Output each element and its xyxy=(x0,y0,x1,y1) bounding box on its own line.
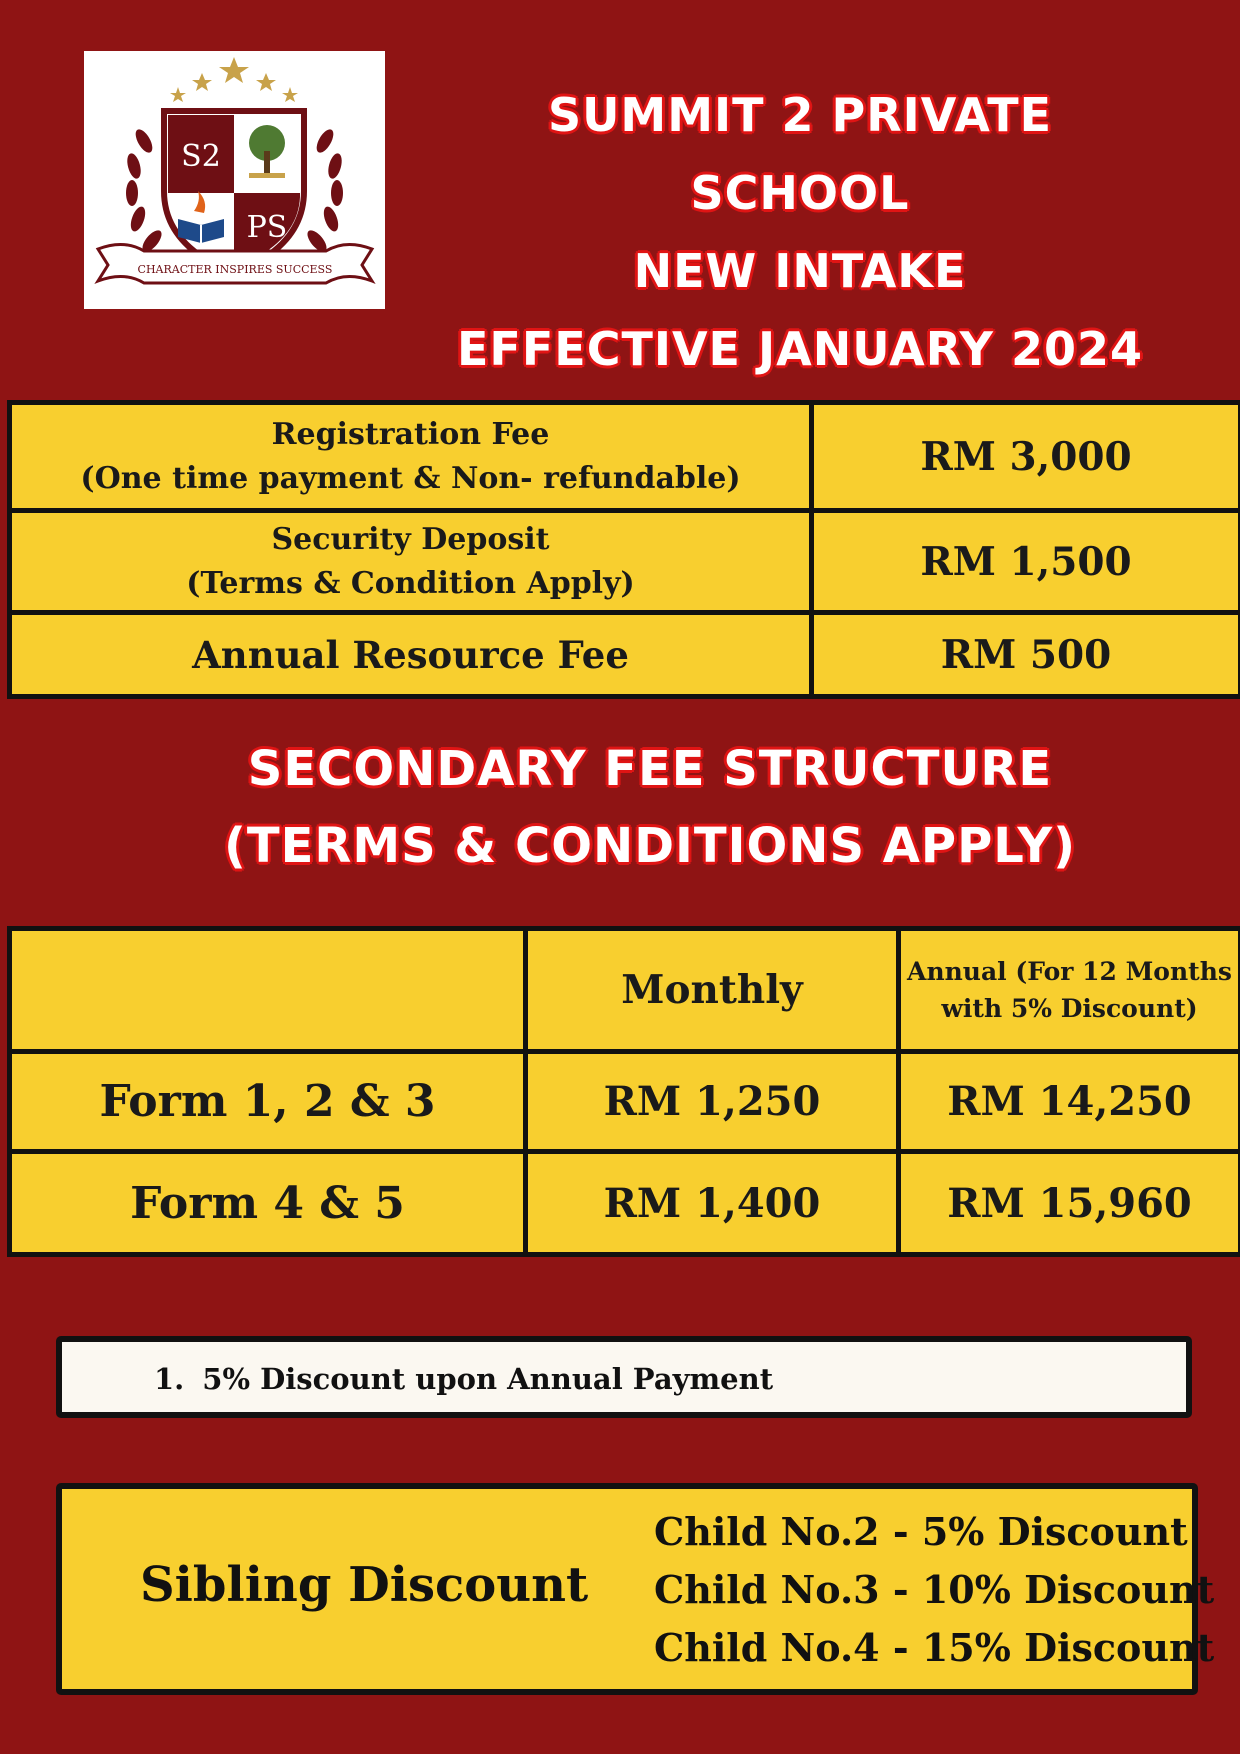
table-row xyxy=(10,613,1240,697)
title-line-school: SUMMIT 2 PRIVATE SCHOOL xyxy=(547,88,1053,220)
fee-label: Annual Resource Fee xyxy=(10,613,812,697)
table-header-row xyxy=(10,929,1240,1052)
note-text: 5% Discount upon Annual Payment xyxy=(202,1362,774,1396)
section-heading-line2: (TERMS & CONDITIONS APPLY) xyxy=(223,818,1077,874)
monogram-ps: PS xyxy=(246,210,288,245)
sibling-discount-title: Sibling Discount xyxy=(140,1557,589,1613)
table-row xyxy=(10,511,1240,613)
annual-fee: RM 14,250 xyxy=(899,1052,1240,1152)
fee-amount: RM 3,000 xyxy=(812,403,1240,511)
school-crest-icon xyxy=(84,51,385,309)
monthly-fee: RM 1,400 xyxy=(526,1152,899,1255)
fee-label-line2: (Terms & Condition Apply) xyxy=(186,565,635,601)
fee-amount: RM 500 xyxy=(812,613,1240,697)
one-time-fees-table xyxy=(7,400,1240,699)
header-annual-line2: with 5% Discount) xyxy=(941,994,1198,1023)
fee-label-line2: (One time payment & Non- refundable) xyxy=(80,460,741,496)
header-blank-cell xyxy=(10,929,526,1052)
form-level: Form 1, 2 & 3 xyxy=(10,1052,526,1152)
list-item: Child No.4 - 15% Discount xyxy=(654,1625,1215,1670)
form-level: Form 4 & 5 xyxy=(10,1152,526,1255)
fee-label-line1: Security Deposit xyxy=(271,521,550,557)
fee-label xyxy=(10,511,812,613)
discount-note xyxy=(154,1362,773,1396)
crest-stars xyxy=(170,57,298,102)
monogram-s2: S2 xyxy=(181,139,221,174)
table-row xyxy=(10,403,1240,511)
title-line-intake: NEW INTAKE xyxy=(633,244,967,298)
annual-fee: RM 15,960 xyxy=(899,1152,1240,1255)
table-row xyxy=(10,1052,1240,1152)
section-heading xyxy=(200,731,1100,885)
monthly-fee: RM 1,250 xyxy=(526,1052,899,1152)
table-row xyxy=(10,1152,1240,1255)
discount-note-box xyxy=(56,1336,1192,1418)
list-item: Child No.3 - 10% Discount xyxy=(654,1567,1215,1612)
list-item: Child No.2 - 5% Discount xyxy=(654,1509,1188,1554)
sibling-discount-list xyxy=(654,1503,1214,1677)
logo-motto: CHARACTER INSPIRES SUCCESS xyxy=(137,263,333,276)
header-annual xyxy=(899,929,1240,1052)
school-logo xyxy=(84,51,385,309)
secondary-fee-table xyxy=(7,926,1240,1257)
section-heading-line1: SECONDARY FEE STRUCTURE xyxy=(247,741,1053,797)
fee-amount: RM 1,500 xyxy=(812,511,1240,613)
sibling-discount-box xyxy=(56,1483,1215,1695)
fee-label-line1: Registration Fee xyxy=(271,416,550,452)
fee-label xyxy=(10,403,812,511)
title-line-effective: EFFECTIVE JANUARY 2024 xyxy=(457,322,1143,376)
header-monthly: Monthly xyxy=(526,929,899,1052)
note-number: 1. xyxy=(154,1362,185,1396)
header-annual-line1: Annual (For 12 Months xyxy=(907,957,1232,986)
page-title xyxy=(440,76,1160,388)
